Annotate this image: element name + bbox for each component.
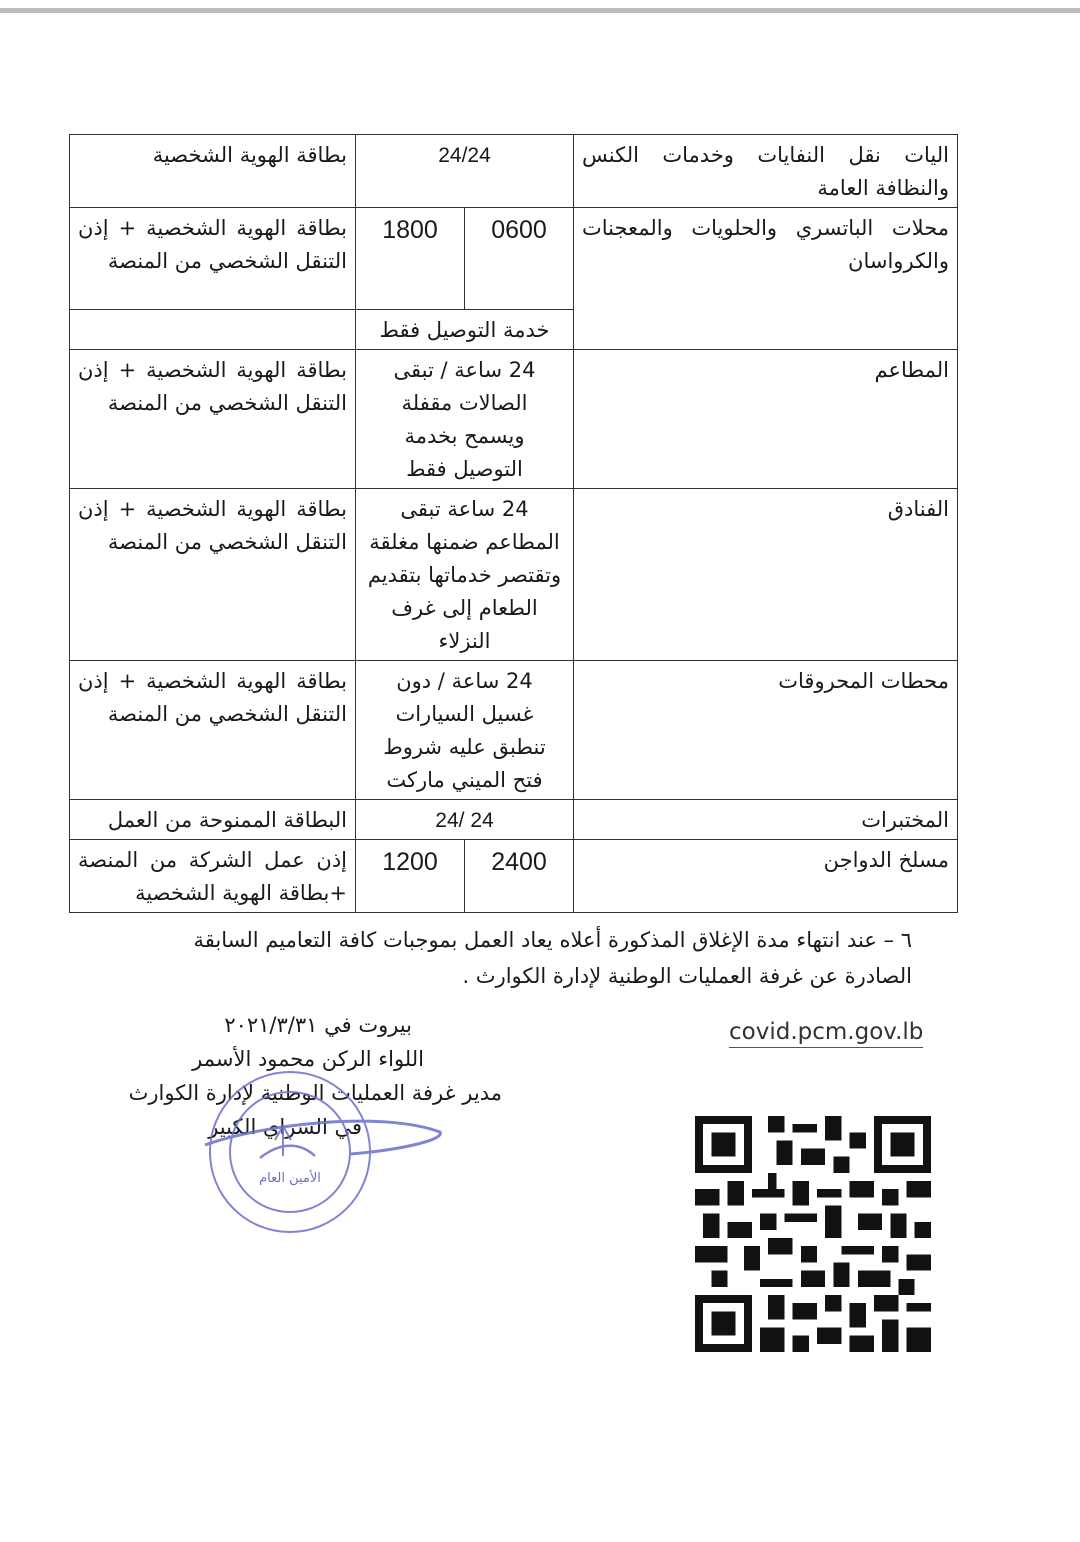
table-row <box>70 350 958 489</box>
schedule-table <box>69 134 958 913</box>
table-cell-time: 24 /24 <box>356 800 574 840</box>
table-cell-time: 24/24 <box>356 135 574 208</box>
table-cell-category: محلات الباتسري والحلويات والمعجنات والكرواسان <box>574 208 958 350</box>
signature-name: اللواء الركن محمود الأسمر <box>192 1047 424 1071</box>
closing-note <box>130 922 912 994</box>
table-cell-category: اليات نقل النفايات وخدمات الكنس والنظافة العامة <box>574 135 958 208</box>
table-row <box>70 661 958 800</box>
seal-title: الأمين العام <box>259 1171 321 1186</box>
table-cell-docs: بطاقة الهوية الشخصية + إذن التنقل الشخصي من المنصة <box>70 208 356 310</box>
table-cell-docs: بطاقة الهوية الشخصية + إذن التنقل الشخصي من المنصة <box>70 661 356 800</box>
table-row <box>70 840 958 913</box>
table-cell-docs: بطاقة الهوية الشخصية + إذن التنقل الشخصي من المنصة <box>70 350 356 489</box>
table-row <box>70 800 958 840</box>
table-row <box>70 208 958 310</box>
table-cell-docs: بطاقة الهوية الشخصية + إذن التنقل الشخصي من المنصة <box>70 489 356 661</box>
table-cell-delivery-note: خدمة التوصيل فقط <box>356 310 574 350</box>
table-row <box>70 135 958 208</box>
signature-location: في السراي الكبير <box>208 1115 362 1139</box>
table-cell-category: الفنادق <box>574 489 958 661</box>
table-cell-time-to: 1200 <box>356 840 465 913</box>
qr-code-icon <box>695 1116 931 1352</box>
table-cell-time-from: 2400 <box>465 840 574 913</box>
table-cell-category: محطات المحروقات <box>574 661 958 800</box>
note-line: ٦ – عند انتهاء مدة الإغلاق المذكورة أعلاه يعاد العمل بموجبات كافة التعاميم السابقة <box>193 928 912 952</box>
table-cell-time-from: 0600 <box>465 208 574 310</box>
table-cell-category: المختبرات <box>574 800 958 840</box>
table-cell-time: 24 ساعة / تبقى الصالات مقفلة ويسمح بخدمة التوصيل فقط <box>356 350 574 489</box>
signature-title: مدير غرفة العمليات الوطنية لإدارة الكوارث <box>128 1081 502 1105</box>
table-cell-docs: إذن عمل الشركة من المنصة +بطاقة الهوية الشخصية <box>70 840 356 913</box>
table-cell-empty <box>70 310 356 350</box>
table-cell-category: مسلخ الدواجن <box>574 840 958 913</box>
top-rule <box>0 8 1080 13</box>
signature-date: بيروت في ٢٠٢١/٣/٣١ <box>224 1013 412 1037</box>
official-seal-icon <box>200 1070 450 1240</box>
note-line: الصادرة عن غرفة العمليات الوطنية لإدارة الكوارث . <box>462 964 912 988</box>
table-cell-time: 24 ساعة تبقى المطاعم ضمنها مغلقة وتقتصر خدماتها بتقديم الطعام إلى غرف النزلاء <box>356 489 574 661</box>
table-cell-category: المطاعم <box>574 350 958 489</box>
table-cell-docs: البطاقة الممنوحة من العمل <box>70 800 356 840</box>
table-row <box>70 489 958 661</box>
website-link[interactable]: covid.pcm.gov.lb <box>729 1017 923 1048</box>
table-cell-time: 24 ساعة / دون غسيل السيارات تنطبق عليه شروط فتح الميني ماركت <box>356 661 574 800</box>
table-cell-docs: بطاقة الهوية الشخصية <box>70 135 356 208</box>
table-cell-time-to: 1800 <box>356 208 465 310</box>
